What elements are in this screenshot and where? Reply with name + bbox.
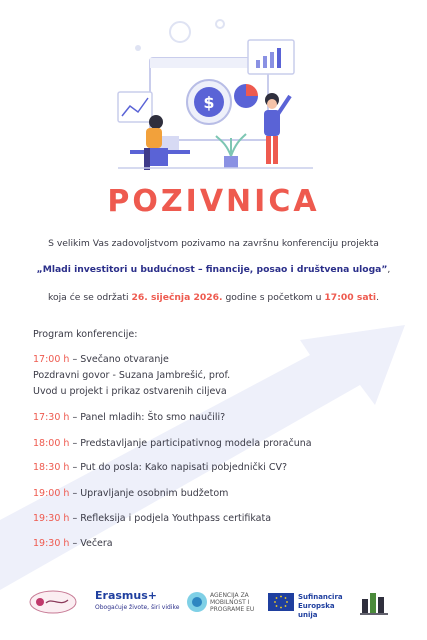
intro-text: S velikim Vas zadovoljstvom pozivamo na završnu konferenciju projekta xyxy=(48,238,379,249)
program-time: 18:30 h xyxy=(33,462,70,473)
program-text: Uvod u projekt i prikaz ostvarenih ciljeva xyxy=(33,386,227,397)
program-text: – Upravljanje osobnim budžetom xyxy=(69,488,229,499)
program-item xyxy=(33,384,227,400)
program-item xyxy=(33,486,228,502)
eu-cofunded: Sufinancira Europska unija xyxy=(298,593,343,619)
program-item xyxy=(33,460,287,476)
program-item xyxy=(33,352,169,368)
program-item xyxy=(33,368,230,384)
program-time: 17:30 h xyxy=(33,412,70,423)
program-text: – Svečano otvaranje xyxy=(69,354,169,365)
program-text: – Večera xyxy=(69,538,113,549)
program-text: – Refleksija i podjela Youthpass certifikata xyxy=(69,513,272,524)
date-prefix: koja će se održati xyxy=(48,292,132,303)
erasmus-logo: Erasmus+ xyxy=(95,589,157,602)
date-line xyxy=(0,292,427,303)
program-item xyxy=(33,436,312,452)
town-logo-icon xyxy=(358,587,390,617)
school-logo-icon xyxy=(28,589,78,615)
agency-logo-icon xyxy=(186,591,208,613)
program-time: 18:00 h xyxy=(33,438,70,449)
project-name xyxy=(0,264,427,275)
project-trail: , xyxy=(387,264,391,275)
svg-text:$: $ xyxy=(203,93,215,112)
partner-logos xyxy=(0,585,427,625)
erasmus-tagline: Obogaćuje živote, širi vidike xyxy=(95,604,180,611)
hero-illustration xyxy=(108,18,323,183)
date-suffix: . xyxy=(376,292,379,303)
program-item xyxy=(33,511,271,527)
program-item xyxy=(33,410,225,426)
program-time: 19:00 h xyxy=(33,488,70,499)
event-date: 26. siječnja 2026. xyxy=(131,292,223,303)
program-text: – Panel mladih: Što smo naučili? xyxy=(69,412,226,423)
program-title: Program konferencije: xyxy=(33,329,138,340)
program-text: Pozdravni govor - Suzana Jambrešić, prof. xyxy=(33,370,231,381)
eu-flag-icon xyxy=(268,593,294,611)
program-item xyxy=(33,536,113,552)
program-text: – Predstavljanje participativnog modela proračuna xyxy=(69,438,312,449)
program-time: 19:30 h xyxy=(33,538,70,549)
program-text: – Put do posla: Kako napisati pobjednički CV? xyxy=(69,462,288,473)
program-time: 17:00 h xyxy=(33,354,70,365)
event-time: 17:00 sati xyxy=(324,292,377,303)
program-time: 19:30 h xyxy=(33,513,70,524)
page-title: POZIVNICA xyxy=(107,184,320,219)
project-title: „Mladi investitori u budućnost – financije, posao i društvena uloga” xyxy=(36,264,388,275)
date-middle: godine s početkom u xyxy=(222,292,325,303)
agency-name: AGENCIJA ZA MOBILNOST I PROGRAME EU xyxy=(210,592,255,613)
